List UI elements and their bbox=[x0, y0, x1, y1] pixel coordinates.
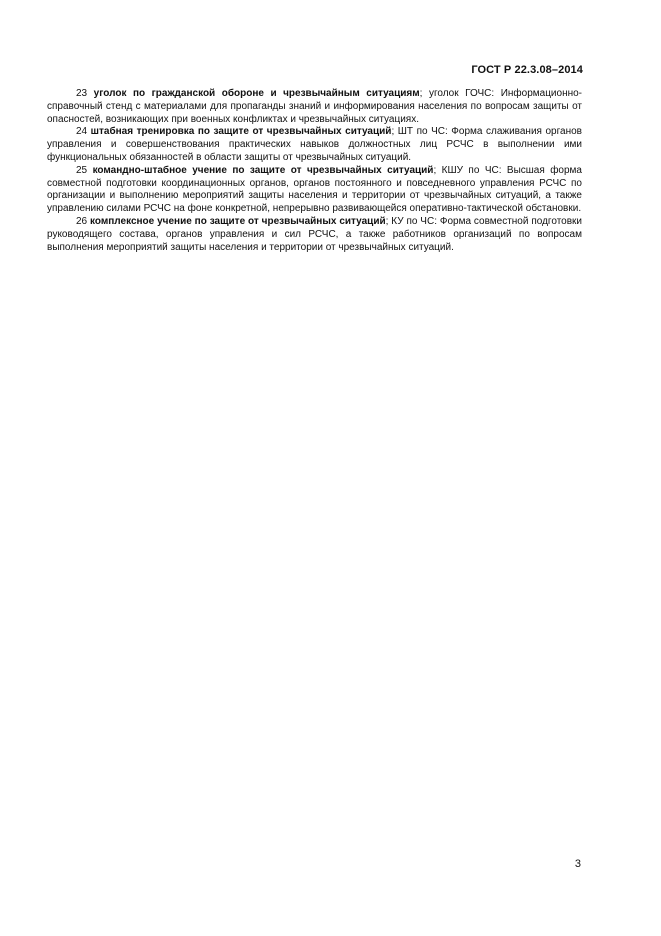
term-definition: ; КУ по ЧС: Форма совместной подготовки руководящего состава, органов управления и сил РСЧС, а также работников организаций по вопросам выполнения мероприятий защиты населения и территории от чрезвычайных ситуаций. bbox=[47, 215, 582, 253]
term-entry-26 bbox=[47, 216, 582, 254]
term-definition: ; КШУ по ЧС: Высшая форма совместной подготовки координационных органов, органов постоянного и повседневного управления РСЧС по организации и выполнению мероприятий защиты населения и территории от чрезвычайных ситуаций, а также управлению силами РСЧС на фоне конкретной, непрерывно развивающейся оперативно-тактической обстановки. bbox=[47, 164, 582, 215]
term-number: 23 bbox=[76, 88, 88, 99]
term-entry-23 bbox=[47, 88, 582, 126]
term-name: командно-штабное учение по защите от чрезвычайных ситуаций bbox=[92, 164, 434, 176]
term-name: штабная тренировка по защите от чрезвычайных ситуаций bbox=[90, 126, 392, 138]
term-number: 24 bbox=[76, 126, 88, 138]
term-number: 25 bbox=[76, 164, 88, 176]
document-number: ГОСТ Р 22.3.08–2014 bbox=[471, 64, 583, 76]
term-entry-25 bbox=[47, 165, 582, 216]
term-name: уголок по гражданской обороне и чрезвычайным ситуациям bbox=[93, 88, 420, 99]
terms-section bbox=[47, 88, 582, 254]
term-definition: ; ШТ по ЧС: Форма слаживания органов управления и совершенствования практических навыков должностных лиц РСЧС в выполнении ими функциональных обязанностей в области защиты от чрезвычайных ситуаций. bbox=[47, 126, 582, 163]
page-number: 3 bbox=[574, 858, 581, 870]
term-entry-24 bbox=[47, 126, 582, 164]
term-number: 26 bbox=[76, 215, 88, 227]
term-name: комплексное учение по защите от чрезвычайных ситуаций bbox=[90, 215, 386, 227]
term-definition: ; уголок ГОЧС: Информационно-справочный стенд с материалами для пропаганды знаний и информирования населения по вопросам защиты от опасностей, возникающих при военных конфликтах и чрезвычайных ситуациях. bbox=[47, 88, 583, 125]
